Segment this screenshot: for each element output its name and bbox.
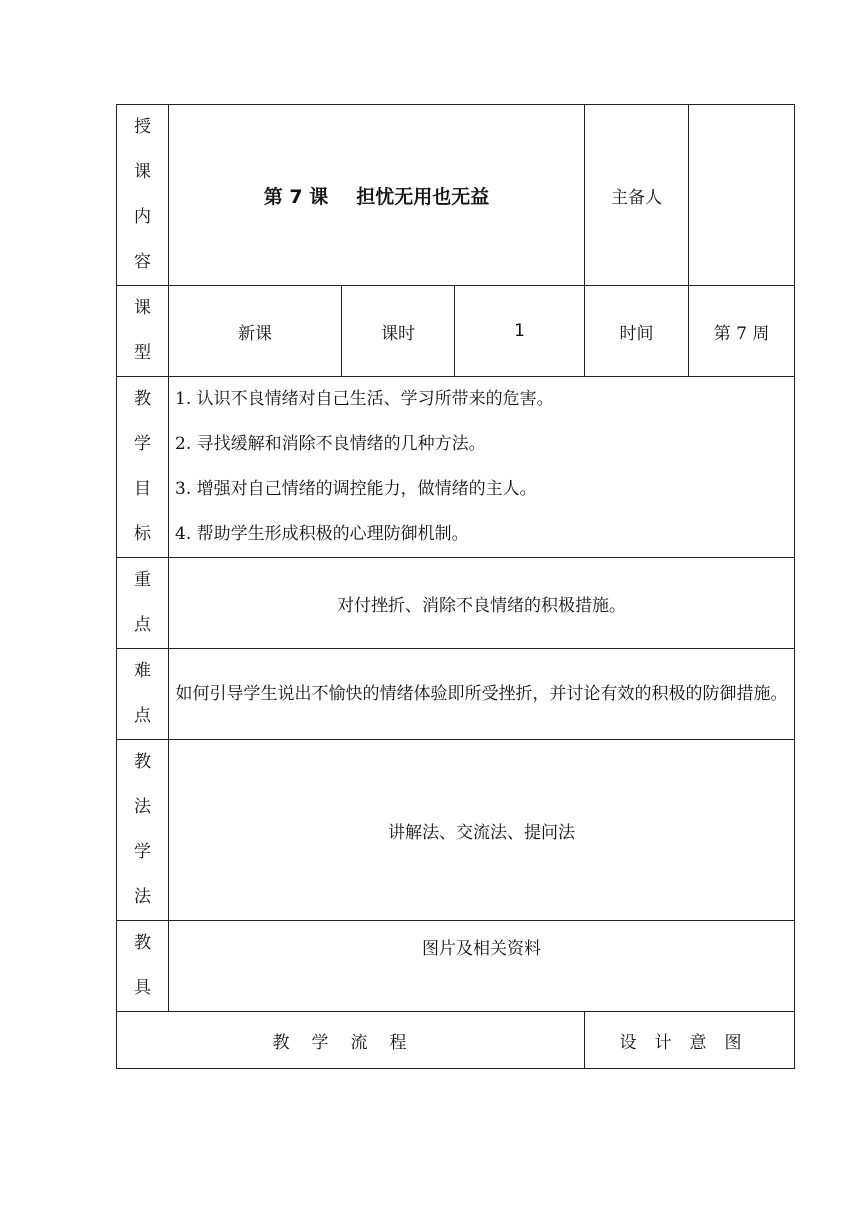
key-point-label: 重 点 <box>117 558 169 649</box>
difficulty-text: 如何引导学生说出不愉快的情绪体验即所受挫折，并讨论有效的积极的防御措施。 <box>169 649 795 740</box>
difficulty-label: 难 点 <box>117 649 169 740</box>
tools-label: 教 具 <box>117 921 169 1012</box>
goal-item: 4. 帮助学生形成积极的心理防御机制。 <box>175 524 469 544</box>
design-intent-header: 设计意图 <box>585 1012 795 1069</box>
methods-label: 教 法 学 法 <box>117 740 169 921</box>
methods-row <box>117 740 795 921</box>
time-label: 时间 <box>585 286 689 377</box>
owner-label: 主备人 <box>585 105 689 286</box>
type-row <box>117 286 795 377</box>
goal-item: 3. 增强对自己情绪的调控能力，做情绪的主人。 <box>175 479 537 499</box>
owner-value <box>689 105 795 286</box>
class-hours-value: 1 <box>455 286 585 377</box>
lesson-number: 第 7 课 <box>263 185 329 208</box>
time-value: 第 7 周 <box>689 286 795 377</box>
tools-text: 图片及相关资料 <box>169 921 795 1012</box>
lesson-title-cell <box>169 105 585 286</box>
teaching-process-header: 教学流程 <box>117 1012 585 1069</box>
lesson-type-value: 新课 <box>169 286 342 377</box>
teaching-goals-list <box>169 377 795 558</box>
methods-text: 讲解法、交流法、提问法 <box>169 740 795 921</box>
footer-row <box>117 1012 795 1069</box>
key-point-row <box>117 558 795 649</box>
goals-row <box>117 377 795 558</box>
header-row <box>117 105 795 286</box>
lesson-type-label: 课 型 <box>117 286 169 377</box>
goal-item: 2. 寻找缓解和消除不良情绪的几种方法。 <box>175 434 486 454</box>
lesson-plan-table <box>116 104 795 1069</box>
lesson-title: 担忧无用也无益 <box>356 185 490 208</box>
difficulty-row <box>117 649 795 740</box>
lesson-content-label: 授 课 内 容 <box>117 105 169 286</box>
class-hours-label: 课时 <box>342 286 455 377</box>
tools-row <box>117 921 795 1012</box>
teaching-goals-label: 教 学 目 标 <box>117 377 169 558</box>
key-point-text: 对付挫折、消除不良情绪的积极措施。 <box>169 558 795 649</box>
goal-item: 1. 认识不良情绪对自己生活、学习所带来的危害。 <box>175 389 554 409</box>
